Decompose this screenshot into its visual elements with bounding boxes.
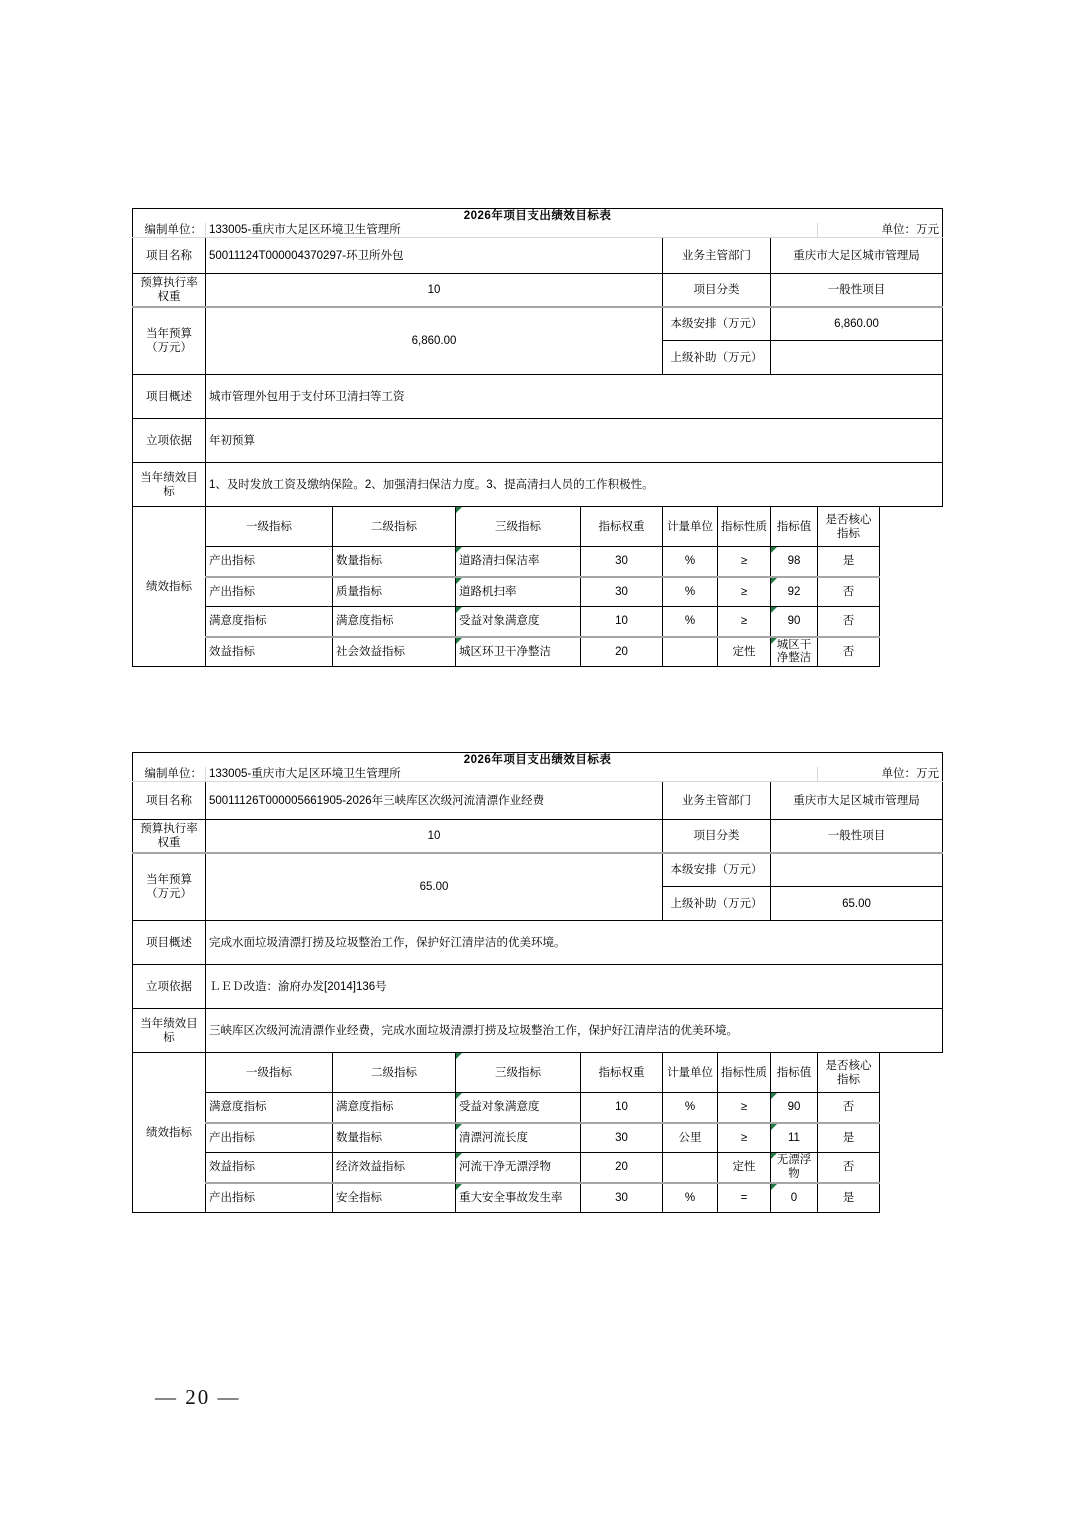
annual-goal-row <box>133 463 943 507</box>
cell-nature: ≥ <box>718 577 771 607</box>
compiler-label: 编制单位： <box>133 223 206 238</box>
cell-value-text: 城区干净整洁 <box>776 638 812 664</box>
cell-level3: 河流干净无漂浮物 <box>456 1153 581 1183</box>
cell-unit <box>663 637 718 667</box>
indicator-col-core: 是否核心指标 <box>818 507 880 547</box>
annual-budget-label: 当年预算（万元） <box>133 853 206 921</box>
table-row <box>133 1093 943 1123</box>
supervising-dept-value: 重庆市大足区城市管理局 <box>771 238 943 274</box>
cell-level2: 满意度指标 <box>333 607 456 637</box>
cell-level3: 城区环卫干净整洁 <box>456 637 581 667</box>
cell-unit <box>663 1153 718 1183</box>
cell-weight: 30 <box>581 577 663 607</box>
overview-value: 完成水面垃圾清漂打捞及垃圾整治工作，保护好江清岸洁的优美环境。 <box>206 921 943 965</box>
page-title: 2026年项目支出绩效目标表 <box>133 753 943 768</box>
cell-nature: ≥ <box>718 1093 771 1123</box>
cell-core: 是 <box>818 547 880 577</box>
indicator-col-value: 指标值 <box>771 1053 818 1093</box>
cell-level1: 产出指标 <box>206 1183 333 1213</box>
table-row <box>133 1123 943 1153</box>
exec-rate-value: 10 <box>206 820 663 853</box>
cell-level1: 产出指标 <box>206 1123 333 1153</box>
cell-unit: 公里 <box>663 1123 718 1153</box>
overview-row <box>133 375 943 419</box>
annual-budget-label: 当年预算（万元） <box>133 307 206 375</box>
compiler-label: 编制单位： <box>133 767 206 782</box>
cell-level3: 重大安全事故发生率 <box>456 1183 581 1213</box>
page-number: — 20 — <box>155 1385 241 1409</box>
cell-level1: 产出指标 <box>206 547 333 577</box>
overview-row <box>133 921 943 965</box>
table-title-row <box>133 753 943 768</box>
cell-unit: % <box>663 1093 718 1123</box>
compiler-row <box>133 223 943 238</box>
cell-nature: ≥ <box>718 547 771 577</box>
budget-own-level-row <box>133 853 943 887</box>
cell-level1: 满意度指标 <box>206 1093 333 1123</box>
cell-nature: ≥ <box>718 607 771 637</box>
page-title: 2026年项目支出绩效目标表 <box>133 209 943 224</box>
basis-row <box>133 419 943 463</box>
performance-target-table-2 <box>132 752 943 1213</box>
performance-indicator-label: 绩效指标 <box>133 507 206 667</box>
cell-level3: 受益对象满意度 <box>456 1093 581 1123</box>
exec-rate-label: 预算执行率权重 <box>133 820 206 853</box>
cell-level3: 清漂河流长度 <box>456 1123 581 1153</box>
indicator-col-nature: 指标性质 <box>718 507 771 547</box>
basis-value: 年初预算 <box>206 419 943 463</box>
own-level-label: 本级安排（万元） <box>663 307 771 341</box>
budget-own-level-row <box>133 307 943 341</box>
cell-core: 否 <box>818 637 880 667</box>
indicator-col-value: 指标值 <box>771 507 818 547</box>
project-name-label: 项目名称 <box>133 238 206 274</box>
cell-weight: 30 <box>581 1183 663 1213</box>
own-level-label: 本级安排（万元） <box>663 853 771 887</box>
table-title-row <box>133 209 943 224</box>
cell-unit: % <box>663 547 718 577</box>
indicator-col-level1: 一级指标 <box>206 1053 333 1093</box>
upper-level-label: 上级补助（万元） <box>663 887 771 921</box>
supervising-dept-label: 业务主管部门 <box>663 238 771 274</box>
cell-unit: % <box>663 577 718 607</box>
exec-rate-row <box>133 820 943 853</box>
indicator-col-nature: 指标性质 <box>718 1053 771 1093</box>
basis-row <box>133 965 943 1009</box>
cell-level3: 受益对象满意度 <box>456 607 581 637</box>
cell-core: 否 <box>818 607 880 637</box>
compiler-row <box>133 767 943 782</box>
cell-level2: 满意度指标 <box>333 1093 456 1123</box>
cell-level1: 满意度指标 <box>206 607 333 637</box>
project-name-value: 50011126T000005661905-2026年三峡库区次级河流清漂作业经费 <box>206 782 663 820</box>
supervising-dept-value: 重庆市大足区城市管理局 <box>771 782 943 820</box>
cell-nature: ≥ <box>718 1123 771 1153</box>
indicator-col-level2: 二级指标 <box>333 507 456 547</box>
compiler-value: 133005-重庆市大足区环境卫生管理所 <box>206 767 818 782</box>
cell-value: 98 <box>771 547 818 577</box>
cell-core: 否 <box>818 577 880 607</box>
indicator-col-level1: 一级指标 <box>206 507 333 547</box>
table-row <box>133 1153 943 1183</box>
table-row <box>133 607 943 637</box>
project-name-value: 50011124T000004370297-环卫所外包 <box>206 238 663 274</box>
project-category-value: 一般性项目 <box>771 820 943 853</box>
compiler-value: 133005-重庆市大足区环境卫生管理所 <box>206 223 818 238</box>
basis-value: ＬＥＤ改造：渝府办发[2014]136号 <box>206 965 943 1009</box>
cell-nature: = <box>718 1183 771 1213</box>
indicator-col-core: 是否核心指标 <box>818 1053 880 1093</box>
overview-label: 项目概述 <box>133 921 206 965</box>
exec-rate-row <box>133 274 943 307</box>
indicator-col-level3: 三级指标 <box>456 507 581 547</box>
cell-level2: 质量指标 <box>333 577 456 607</box>
performance-target-table-1 <box>132 208 943 667</box>
cell-nature: 定性 <box>718 637 771 667</box>
own-level-value: 6,860.00 <box>771 307 943 341</box>
cell-core: 否 <box>818 1153 880 1183</box>
annual-goal-value: 三峡库区次级河流清漂作业经费，完成水面垃圾清漂打捞及垃圾整治工作，保护好江清岸洁的优美环境。 <box>206 1009 943 1053</box>
project-name-label: 项目名称 <box>133 782 206 820</box>
upper-level-value <box>771 341 943 375</box>
indicator-col-weight: 指标权重 <box>581 1053 663 1093</box>
upper-level-value: 65.00 <box>771 887 943 921</box>
cell-core: 是 <box>818 1183 880 1213</box>
annual-goal-row <box>133 1009 943 1053</box>
own-level-value <box>771 853 943 887</box>
cell-value: 90 <box>771 607 818 637</box>
cell-level2: 数量指标 <box>333 547 456 577</box>
cell-core: 是 <box>818 1123 880 1153</box>
project-name-row <box>133 782 943 820</box>
cell-weight: 10 <box>581 1093 663 1123</box>
supervising-dept-label: 业务主管部门 <box>663 782 771 820</box>
cell-level1: 产出指标 <box>206 577 333 607</box>
cell-weight: 20 <box>581 637 663 667</box>
cell-weight: 30 <box>581 547 663 577</box>
basis-label: 立项依据 <box>133 965 206 1009</box>
project-name-row <box>133 238 943 274</box>
annual-budget-value: 6,860.00 <box>206 307 663 375</box>
annual-goal-label: 当年绩效目标 <box>133 1009 206 1053</box>
table-row <box>133 1183 943 1213</box>
table-row <box>133 547 943 577</box>
exec-rate-value: 10 <box>206 274 663 307</box>
indicator-col-unit: 计量单位 <box>663 1053 718 1093</box>
cell-value: 11 <box>771 1123 818 1153</box>
indicator-col-level2: 二级指标 <box>333 1053 456 1093</box>
indicator-header-row <box>133 507 943 547</box>
basis-label: 立项依据 <box>133 419 206 463</box>
cell-value: 90 <box>771 1093 818 1123</box>
cell-value: 92 <box>771 577 818 607</box>
table-row <box>133 577 943 607</box>
cell-level1: 效益指标 <box>206 1153 333 1183</box>
cell-weight: 10 <box>581 607 663 637</box>
cell-level3: 道路清扫保洁率 <box>456 547 581 577</box>
overview-value: 城市管理外包用于支付环卫清扫等工资 <box>206 375 943 419</box>
unit-note: 单位：万元 <box>818 223 943 238</box>
cell-value <box>771 637 818 667</box>
performance-indicator-label: 绩效指标 <box>133 1053 206 1213</box>
project-category-label: 项目分类 <box>663 274 771 307</box>
unit-note: 单位：万元 <box>818 767 943 782</box>
cell-value: 无漂浮物 <box>771 1153 818 1183</box>
indicator-col-level3: 三级指标 <box>456 1053 581 1093</box>
indicator-col-weight: 指标权重 <box>581 507 663 547</box>
cell-level2: 社会效益指标 <box>333 637 456 667</box>
project-category-value: 一般性项目 <box>771 274 943 307</box>
cell-value: 0 <box>771 1183 818 1213</box>
cell-core: 否 <box>818 1093 880 1123</box>
project-category-label: 项目分类 <box>663 820 771 853</box>
cell-nature: 定性 <box>718 1153 771 1183</box>
cell-level1: 效益指标 <box>206 637 333 667</box>
annual-budget-value: 65.00 <box>206 853 663 921</box>
cell-level2: 经济效益指标 <box>333 1153 456 1183</box>
cell-unit: % <box>663 607 718 637</box>
annual-goal-value: 1、及时发放工资及缴纳保险。2、加强清扫保洁力度。3、提高清扫人员的工作积极性。 <box>206 463 943 507</box>
cell-level2: 数量指标 <box>333 1123 456 1153</box>
upper-level-label: 上级补助（万元） <box>663 341 771 375</box>
overview-label: 项目概述 <box>133 375 206 419</box>
annual-goal-label: 当年绩效目标 <box>133 463 206 507</box>
cell-level2: 安全指标 <box>333 1183 456 1213</box>
table-row <box>133 637 943 667</box>
exec-rate-label: 预算执行率权重 <box>133 274 206 307</box>
cell-weight: 30 <box>581 1123 663 1153</box>
indicator-col-unit: 计量单位 <box>663 507 718 547</box>
cell-level3: 道路机扫率 <box>456 577 581 607</box>
cell-weight: 20 <box>581 1153 663 1183</box>
indicator-header-row <box>133 1053 943 1093</box>
cell-unit: % <box>663 1183 718 1213</box>
